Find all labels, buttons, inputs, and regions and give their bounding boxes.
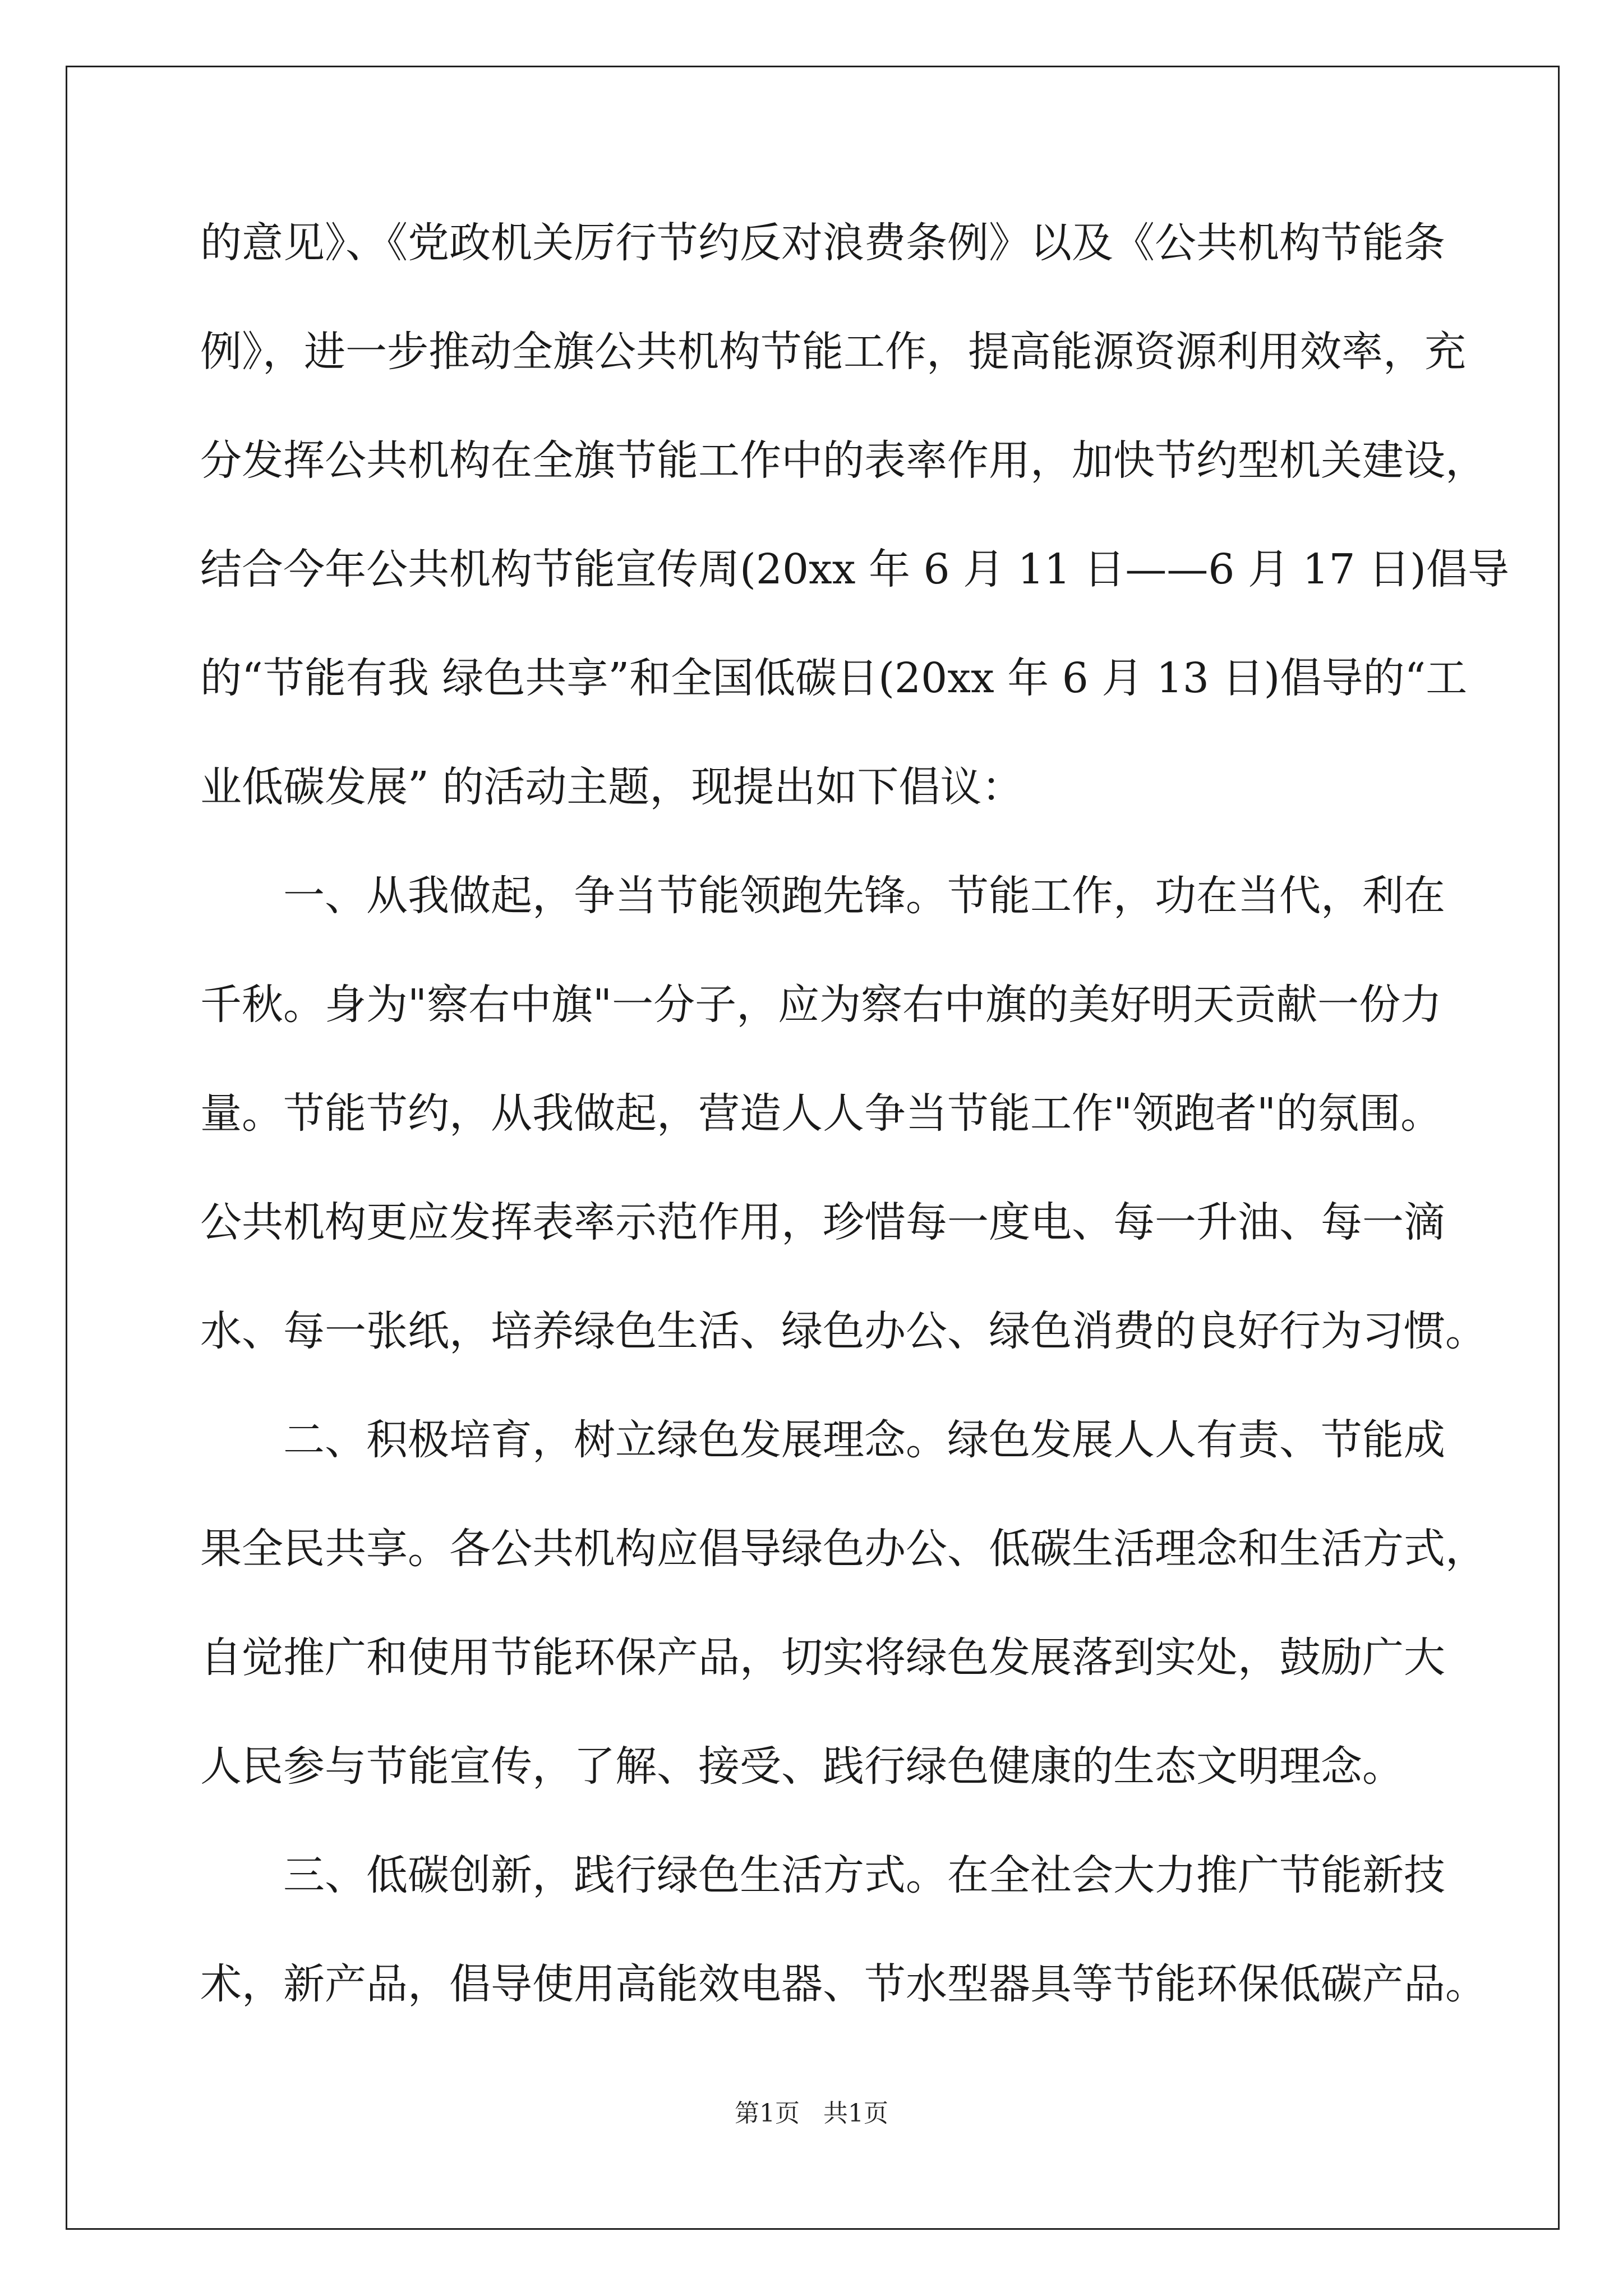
text-line: 结合今年公共机构节能宣传周(20xx 年 6 月 11 日——6 月 17 日)倡导 (200, 545, 1510, 593)
text-line: 术，新产品，倡导使用高能效电器、节水型器具等节能环保低碳产品。 (200, 1960, 1487, 2008)
text-line: 分发挥公共机构在全旗节能工作中的表率作用，加快节约型机关建设， (200, 436, 1487, 485)
text-line: 人民参与节能宣传，了解、接受、践行绿色健康的生态文明理念。 (200, 1742, 1404, 1791)
page-number-footer: 第1页 共1页 (735, 2099, 888, 2128)
paragraph-first-line: 二、积极培育，树立绿色发展理念。绿色发展人人有责、节能成 (283, 1416, 1445, 1464)
text-line: 自觉推广和使用节能环保产品，切实将绿色发展落到实处，鼓励广大 (200, 1634, 1445, 1682)
text-line: 千秋。身为"察右中旗"一分子，应为察右中旗的美好明天贡献一份力 (200, 981, 1442, 1029)
text-line: 的“节能有我 绿色共享”和全国低碳日(20xx 年 6 月 13 日)倡导的“工 (200, 654, 1468, 702)
text-line: 的意见》、《党政机关厉行节约反对浪费条例》以及《公共机构节能条 (200, 219, 1445, 267)
document-body (200, 216, 1510, 2066)
text-line: 业低碳发展” 的活动主题，现提出如下倡议： (200, 763, 1023, 811)
text-line: 公共机构更应发挥表率示范作用，珍惜每一度电、每一升油、每一滴 (200, 1198, 1445, 1246)
text-line: 果全民共享。各公共机构应倡导绿色办公、低碳生活理念和生活方式， (200, 1525, 1487, 1573)
text-line: 例》，进一步推动全旗公共机构节能工作，提高能源资源利用效率，充 (200, 328, 1466, 376)
text-line: 水、每一张纸，培养绿色生活、绿色办公、绿色消费的良好行为习惯。 (200, 1307, 1487, 1355)
text-line: 量。节能节约，从我做起，营造人人争当节能工作"领跑者"的氛围。 (200, 1089, 1442, 1138)
paragraph-first-line: 三、低碳创新，践行绿色生活方式。在全社会大力推广节能新技 (283, 1851, 1445, 1899)
paragraph-first-line: 一、从我做起，争当节能领跑先锋。节能工作，功在当代，利在 (283, 872, 1445, 920)
